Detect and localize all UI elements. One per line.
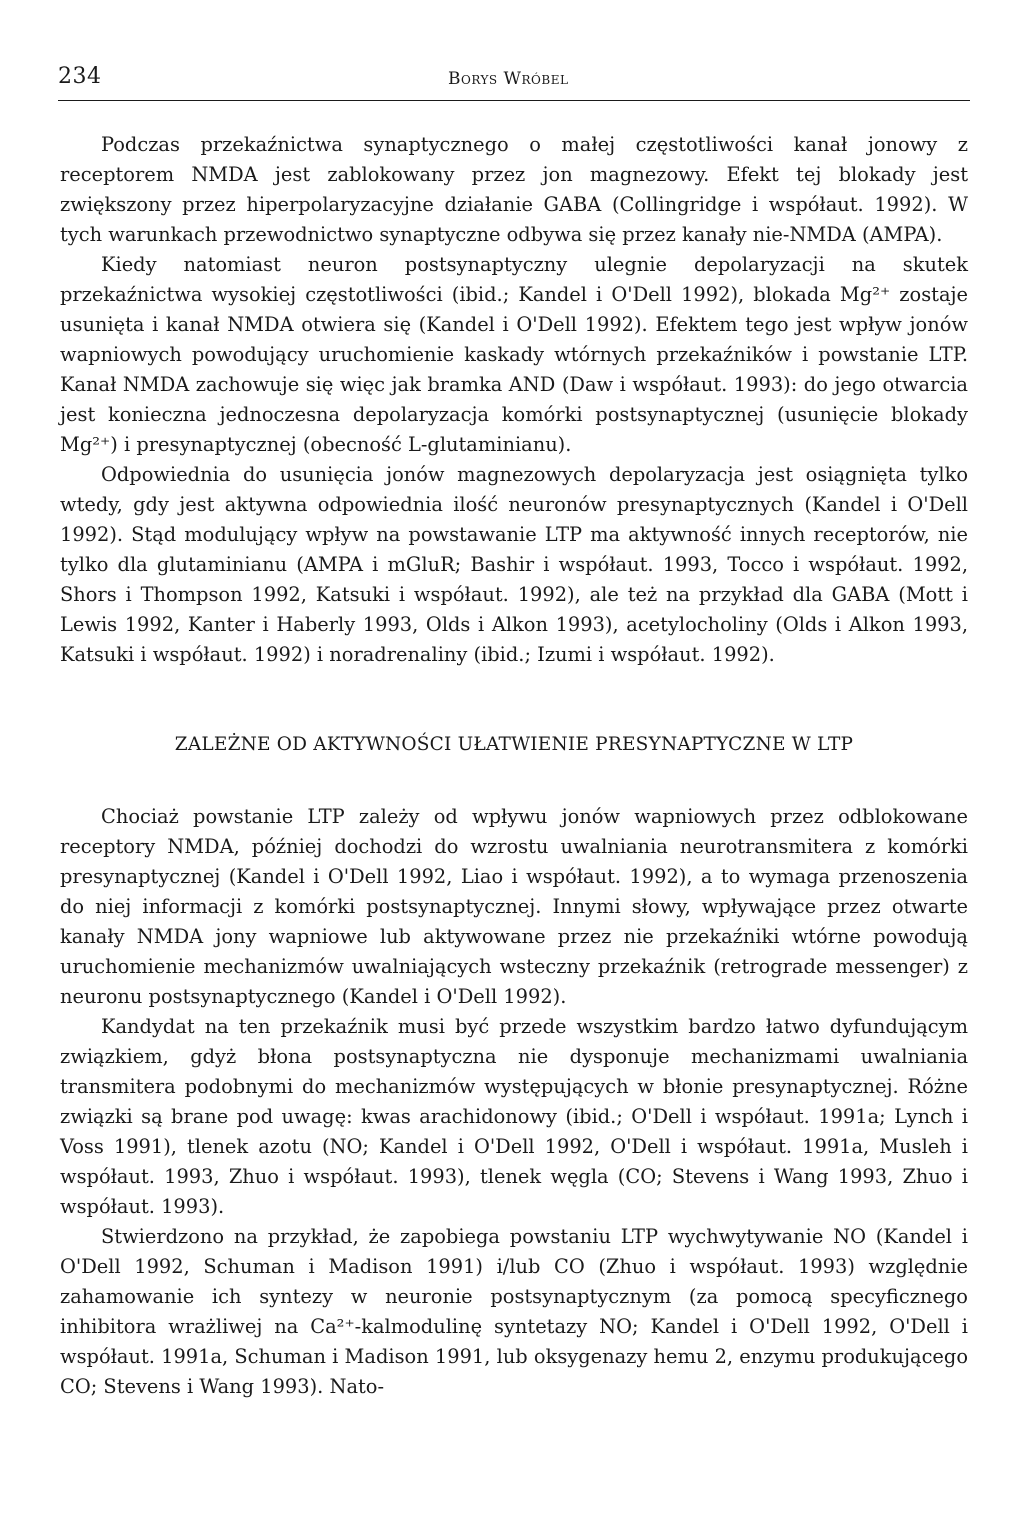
- paragraph: Kiedy natomiast neuron postsynaptyczny ulegnie depolaryzacji na skutek przekaźnictwa wysokiej częstotliwości (ibid.; Kandel i O'Dell 1992), blokada Mg²⁺ zostaje usunięta i kanał NMDA otwiera się (Kandel i O'Dell 1992). Efektem tego jest wpływ jonów wapniowych powodujący uruchomienie kaskady wtórnych przekaźników i powstanie LTP. Kanał NMDA zachowuje się więc jak bramka AND (Daw i współaut. 1993): do jego otwarcia jest konieczna jednoczesna depolaryzacja komórki postsynaptycznej (usunięcie blokady Mg²⁺) i presynaptycznej (obecność L-glutaminianu).: [60, 253, 968, 456]
- paragraph: Odpowiednia do usunięcia jonów magnezowych depolaryzacja jest osiągnięta tylko wtedy, gdy jest aktywna odpowiednia ilość neuronów presynaptycznych (Kandel i O'Dell 1992). Stąd modulujący wpływ na powstawanie LTP ma aktywność innych receptorów, nie tylko dla glutaminianu (AMPA i mGluR; Bashir i współaut. 1993, Tocco i współaut. 1992, Shors i Thompson 1992, Katsuki i współaut. 1992), ale też na przykład dla GABA (Mott i Lewis 1992, Kanter i Haberly 1993, Olds i Alkon 1993), acetylocholiny (Olds i Alkon 1993, Katsuki i współaut. 1992) i noradrenaliny (ibid.; Izumi i współaut. 1992).: [60, 463, 968, 666]
- page-header: [58, 60, 970, 101]
- paragraph: Kandydat na ten przekaźnik musi być przede wszystkim bardzo łatwo dyfundującym związkiem, gdyż błona postsynaptyczna nie dysponuje mechanizmami uwalniania transmitera podobnymi do mechanizmów występujących w błonie presynaptycznej. Różne związki są brane pod uwagę: kwas arachidonowy (ibid.; O'Dell i współaut. 1991a; Lynch i Voss 1991), tlenek azotu (NO; Kandel i O'Dell 1992, O'Dell i współaut. 1991a, Musleh i współaut. 1993, Zhuo i współaut. 1993), tlenek węgla (CO; Stevens i Wang 1993, Zhuo i współaut. 1993).: [60, 1015, 968, 1218]
- running-head: Borys Wróbel: [448, 69, 569, 89]
- paragraph: Podczas przekaźnictwa synaptycznego o małej częstotliwości kanał jonowy z receptorem NMDA jest zablokowany przez jon magnezowy. Efekt tej blokady jest zwiększony przez hiperpolaryzacyjne działanie GABA (Collingridge i współaut. 1992). W tych warunkach przewodnictwo synaptyczne odbywa się przez kanały nie-NMDA (AMPA).: [60, 133, 968, 246]
- page-number: 234: [58, 64, 102, 89]
- body-text: [60, 130, 968, 1402]
- section-heading: ZALEŻNE OD AKTYWNOŚCI UŁATWIENIE PRESYNAPTYCZNE W LTP: [174, 734, 854, 755]
- paragraph: Stwierdzono na przykład, że zapobiega powstaniu LTP wychwytywanie NO (Kandel i O'Dell 1992, Schuman i Madison 1991) i/lub CO (Zhuo i współaut. 1993) względnie zahamowanie ich syntezy w neuronie postsynaptycznym (za pomocą specyficznego inhibitora wrażliwej na Ca²⁺-kalmodulinę syntetazy NO; Kandel i O'Dell 1992, O'Dell i współaut. 1991a, Schuman i Madison 1991, lub oksygenazy hemu 2, enzymu produkującego CO; Stevens i Wang 1993). Nato-: [60, 1225, 968, 1398]
- paragraph: Chociaż powstanie LTP zależy od wpływu jonów wapniowych przez odblokowane receptory NMDA, później dochodzi do wzrostu uwalniania neurotransmitera z komórki presynaptycznej (Kandel i O'Dell 1992, Liao i współaut. 1992), a to wymaga przenoszenia do niej informacji z komórki postsynaptycznej. Innymi słowy, wpływające przez otwarte kanały NMDA jony wapniowe lub aktywowane przez nie przekaźniki wtórne powodują uruchomienie mechanizmów uwalniających wsteczny przekaźnik (retrograde messenger) z neuronu postsynaptycznego (Kandel i O'Dell 1992).: [60, 805, 968, 1008]
